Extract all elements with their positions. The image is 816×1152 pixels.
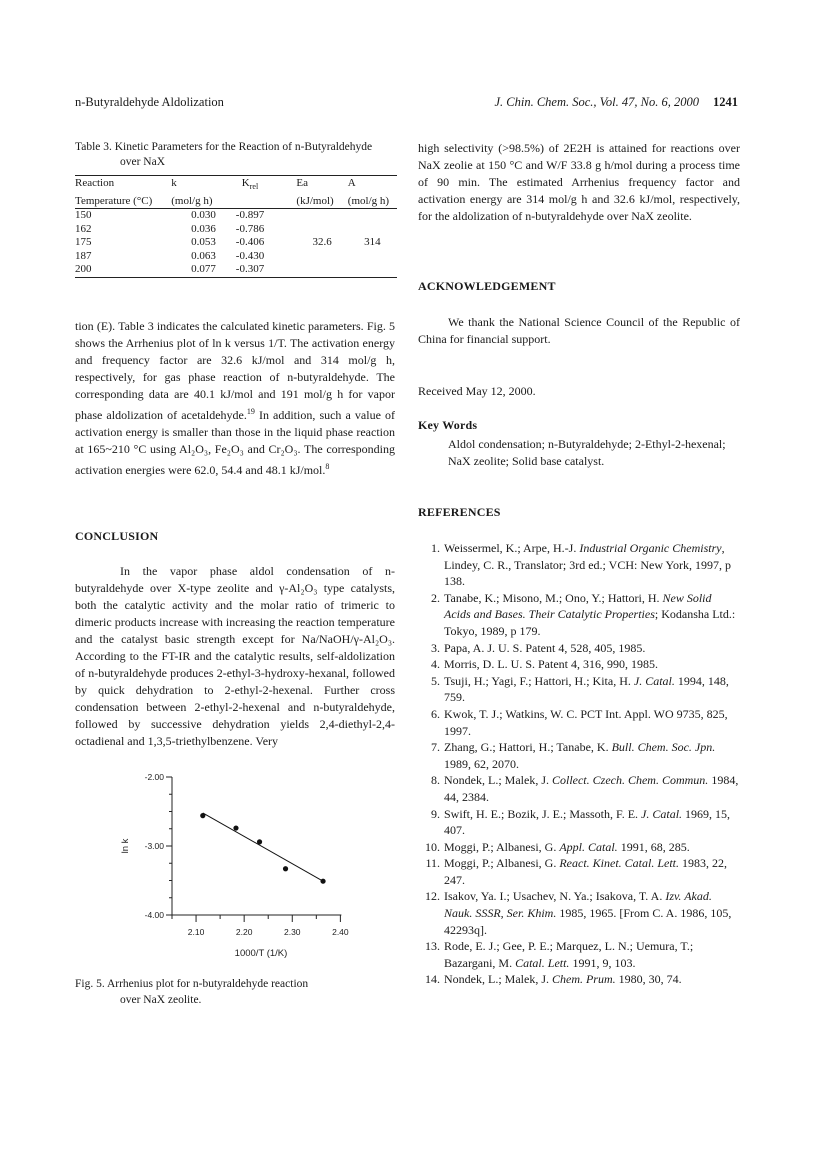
reference-authors: Zhang, G.; Hattori, H.; Tanabe, K.: [444, 740, 612, 755]
data-point: [233, 825, 238, 830]
y-tick-label: -4.00: [144, 910, 164, 920]
table-cell: 0.077: [171, 263, 236, 277]
page-number: 1241: [713, 95, 738, 109]
reference-item: [418, 739, 740, 772]
table-cell: [348, 209, 397, 223]
table-header-cell: (kJ/mol): [296, 194, 347, 209]
reference-text: [444, 938, 740, 971]
reference-title: Industrial Organic Chemistry: [579, 541, 722, 555]
arrhenius-plot: [75, 765, 397, 970]
table-header-cell: (mol/g h): [348, 194, 397, 209]
figure-caption-line1: Fig. 5. Arrhenius plot for n-butyraldehyde reaction: [75, 978, 309, 990]
citation-ref: 19: [246, 407, 255, 416]
reference-title: J. Catal.: [641, 806, 683, 821]
references-heading: REFERENCES: [418, 505, 501, 519]
table-cell: -0.307: [236, 263, 297, 277]
table-cell: 0.030: [191, 209, 216, 222]
results-text: tion (E). Table 3 indicates the calculated kinetic parameters. Fig. 5 shows the Arrhenius plot of ln k versus 1/T. The activation energy and frequency factor are 32.6 kJ/mol and 314 mol/g h, respectively, for gas phase reaction of n-butyraldehyde. The corresponding data are 40.1 kJ/mol and 191 mol/g h for vapor phase aldolization of acetaldehyde.: [75, 319, 395, 422]
reference-authors: Moggi, P.; Albanesi, G.: [444, 839, 560, 854]
reference-number: 4.: [431, 657, 440, 672]
reference-text: [444, 839, 740, 856]
y-tick-label: -2.00: [144, 772, 164, 782]
table-cell: 0.036: [191, 222, 216, 235]
reference-source: , Lindey, C. R., Translator; 3rd ed.; VCH: New York, 1997, p 138.: [444, 541, 732, 589]
table-cell: 200: [75, 263, 171, 277]
table-header-row: [75, 194, 397, 209]
x-tick-label: 2.10: [187, 927, 205, 937]
acknowledgement-text: We thank the National Science Council of the Republic of China for financial support.: [418, 315, 740, 346]
table-cell: -0.430: [235, 249, 265, 262]
y-tick-label: -3.00: [144, 841, 164, 851]
table-cell: 0.053: [191, 236, 216, 249]
reference-title: J. Catal.: [633, 673, 675, 688]
reference-item: [418, 706, 740, 739]
reference-text: [444, 806, 740, 839]
reference-title: New Solid Acids and Bases. Their Catalytic Properties: [444, 590, 712, 622]
reference-source: 1994, 148, 759.: [444, 673, 729, 705]
table-cell: [348, 263, 397, 277]
reference-authors: Morris, D. L. U. S. Patent 4, 316, 990, 1985.: [444, 657, 658, 672]
reference-number: 14.: [425, 972, 440, 987]
reference-source: 1989, 62, 2070.: [444, 756, 519, 771]
table-row: [75, 223, 397, 237]
reference-text: [444, 590, 740, 640]
table-cell: [296, 223, 347, 237]
table-cell: [296, 250, 347, 264]
results-paragraph: [75, 318, 395, 479]
reference-source: ; Kodansha Ltd.: Tokyo, 1989, p 179.: [444, 607, 736, 638]
figure-caption: [75, 976, 397, 1008]
reference-authors: Tanabe, K.; Misono, M.; Ono, Y.; Hattori, H.: [444, 590, 663, 605]
reference-item: [418, 640, 740, 657]
reference-text: [444, 855, 740, 888]
reference-number: 9.: [431, 806, 440, 821]
table-caption-line1: Table 3. Kinetic Parameters for the Reaction of n-Butyraldehyde: [75, 141, 373, 153]
table-cell: -0.406: [235, 236, 265, 249]
chart-axes: [120, 772, 349, 959]
reference-authors: Papa, A. J. U. S. Patent 4, 528, 405, 1985.: [444, 640, 646, 655]
reference-item: [418, 971, 740, 988]
table-header-cell: (mol/g h): [171, 194, 236, 209]
regression-line: [203, 813, 323, 881]
table-cell: 162: [75, 222, 92, 235]
reference-item: [418, 839, 740, 856]
reference-number: 1.: [431, 541, 440, 555]
reference-text: [444, 640, 740, 657]
reference-number: 12.: [425, 889, 440, 904]
reference-source: 1969, 15, 407.: [444, 806, 731, 838]
reference-number: 6.: [431, 706, 440, 721]
table-row: [75, 209, 397, 223]
reference-item: [418, 772, 740, 805]
table-cell: 187: [75, 249, 92, 262]
reference-number: 5.: [431, 673, 440, 688]
reference-source: 1984, 44, 2384.: [444, 773, 739, 804]
data-point: [283, 866, 288, 871]
table-cell: 0.063: [191, 249, 216, 262]
x-tick-label: 2.40: [332, 927, 349, 937]
received-date: Received May 12, 2000.: [418, 384, 536, 398]
x-tick-label: 2.20: [235, 927, 253, 937]
conclusion-paragraph: In the vapor phase aldol condensation of n-butyraldehyde over X-type zeolite and γ-Al₂O₃ type catalysts, both the catalytic activity and the molar ratio of trimeric to dimeric products increase with increasing the reaction temperature and the catalyst basic strength except for Na/NaOH/γ-Al₂O₃. According to the FT-IR and the catalytic results, self-aldolization of n-butyraldehyde produces 2-ethyl-3-hydroxy-hexanal, followed by quick dehydration to 2-ethyl-2-hexenal. Further cross condensation between 2-ethyl-2-hexenal and n-butyraldehyde, followed by successive dehydration yields 2,4-diethyl-2,4-octadienal and 1,3,5-triethylbenzene. Very: [75, 564, 395, 748]
x-tick-label: 2.30: [283, 927, 301, 937]
reference-item: [418, 673, 740, 706]
table-cell: [296, 263, 347, 277]
reference-title: Chem. Prum.: [551, 972, 616, 987]
reference-source: 1983, 22, 247.: [444, 856, 727, 887]
table-caption: [75, 140, 397, 170]
reference-text: [444, 888, 740, 938]
journal-name: J. Chin. Chem. Soc., Vol. 47, No. 6, 2000: [494, 95, 699, 109]
reference-title: Bull. Chem. Soc. Jpn.: [611, 740, 716, 755]
reference-authors: Tsuji, H.; Yagi, F.; Hattori, H.; Kita, H.: [444, 673, 634, 688]
reference-source: 1980, 30, 74.: [615, 972, 682, 987]
figure-caption-line2: over NaX zeolite.: [120, 994, 202, 1006]
reference-text: [444, 706, 740, 739]
reference-number: 11.: [425, 856, 440, 871]
reference-number: 13.: [425, 939, 440, 954]
reference-text: [444, 971, 740, 988]
data-point: [200, 813, 205, 818]
reference-title: Collect. Czech. Chem. Commun.: [551, 773, 709, 788]
reference-authors: Isakov, Ya. I.; Usachev, N. Ya.; Isakova, T. A.: [444, 889, 666, 904]
reference-authors: Nondek, L.; Malek, J.: [444, 972, 552, 987]
table-caption-line2: over NaX: [120, 156, 166, 168]
reference-title: Izv. Akad. Nauk. SSSR, Ser. Khim.: [444, 889, 712, 921]
table-cell: -0.786: [235, 222, 265, 235]
table-cell: 150: [75, 209, 92, 222]
references-list: [418, 540, 740, 988]
reference-authors: Kwok, T. J.; Watkins, W. C. PCT Int. Appl. WO 9735, 825, 1997.: [444, 706, 728, 738]
reference-source: 1991, 68, 285.: [617, 839, 690, 854]
reference-authors: Weissermel, K.; Arpe, H.-J.: [444, 541, 580, 555]
reference-text: [444, 739, 740, 772]
table-row: [75, 236, 397, 250]
table-cell: 32.6: [312, 236, 332, 249]
reference-title: Catal. Lett.: [515, 955, 570, 970]
table-header-cell: [236, 194, 297, 209]
chart-marks: [200, 813, 325, 884]
table-cell: [348, 250, 397, 264]
running-head: n-Butyraldehyde Aldolization: [75, 95, 224, 109]
citation-ref: 8: [325, 462, 330, 471]
data-point: [320, 879, 325, 884]
reference-item: [418, 656, 740, 673]
reference-text: [444, 540, 740, 590]
reference-authors: Rode, E. J.; Gee, P. E.; Marquez, L. N.; Uemura, T.; Bazargani, M.: [444, 939, 694, 970]
reference-number: 8.: [431, 773, 440, 788]
table-cell: 314: [364, 236, 381, 249]
reference-title: Appl. Catal.: [559, 839, 618, 854]
reference-text: [444, 772, 740, 805]
table-row: [75, 250, 397, 264]
table-header-cell: Ea: [296, 176, 347, 195]
table-header-cell: A: [348, 176, 397, 195]
reference-item: [418, 938, 740, 971]
reference-number: 3.: [431, 640, 440, 655]
reference-item: [418, 855, 740, 888]
reference-authors: Swift, H. E.; Bozik, J. E.; Massoth, F. E.: [444, 806, 642, 821]
x-axis-label: 1000/T (1/K): [234, 948, 288, 959]
reference-item: [418, 540, 740, 590]
table-header-cell: Reaction: [75, 176, 171, 195]
reference-source: 1991, 9, 103.: [569, 955, 636, 970]
reference-item: [418, 888, 740, 938]
keywords-text: Aldol condensation; n-Butyraldehyde; 2-Ethyl-2-hexenal; NaX zeolite; Solid base catalyst.: [448, 437, 726, 468]
table-header-cell: $K_{rel}$: [236, 176, 297, 195]
table-cell: 175: [75, 236, 92, 249]
kinetic-parameters-table: [75, 175, 397, 278]
data-point: [257, 839, 262, 844]
journal-citation: [494, 95, 738, 110]
reference-source: 1985, 1965. [From C. A. 1986, 105, 42293q].: [444, 906, 732, 937]
reference-item: [418, 806, 740, 839]
reference-authors: Moggi, P.; Albanesi, G.: [444, 856, 560, 871]
reference-number: 10.: [425, 839, 440, 854]
reference-item: [418, 590, 740, 640]
reference-number: 7.: [431, 740, 440, 755]
keywords-heading: Key Words: [418, 418, 478, 432]
y-axis-label: ln k: [120, 838, 131, 854]
table-header-cell: Temperature (°C): [75, 194, 171, 209]
results-text-continued: In addition, such a value of activation energy is smaller than those in the liquid phase reaction at 165~210 °C using Al₂O₃, Fe₂O₃ and Cr₂O₃. The corresponding activation energies were 62.0, 54.4 and 48.1 kJ/mol.: [75, 408, 395, 477]
acknowledgement-heading: ACKNOWLEDGEMENT: [418, 279, 556, 293]
table-cell: [296, 209, 347, 223]
table-row: [75, 263, 397, 277]
reference-number: 2.: [431, 590, 440, 605]
conclusion-heading: CONCLUSION: [75, 529, 159, 543]
conclusion-continued: high selectivity (>98.5%) of 2E2H is attained for reactions over NaX zeolie at 150 °C and W/F 33.8 g h/mol during a process time of 90 min. The estimated Arrhenius frequency factor and activation energy are 314 mol/g h and 32.6 kJ/mol, respectively, for the aldolization of n-butyraldehyde over NaX zeolite.: [418, 141, 740, 223]
reference-text: [444, 673, 740, 706]
table-header-row: [75, 176, 397, 195]
table-header-cell: k: [171, 176, 236, 195]
reference-authors: Nondek, L.; Malek, J.: [444, 773, 552, 788]
table-cell: [348, 223, 397, 237]
table-cell: -0.897: [235, 209, 265, 222]
reference-title: React. Kinet. Catal. Lett.: [559, 856, 679, 871]
reference-text: [444, 656, 740, 673]
